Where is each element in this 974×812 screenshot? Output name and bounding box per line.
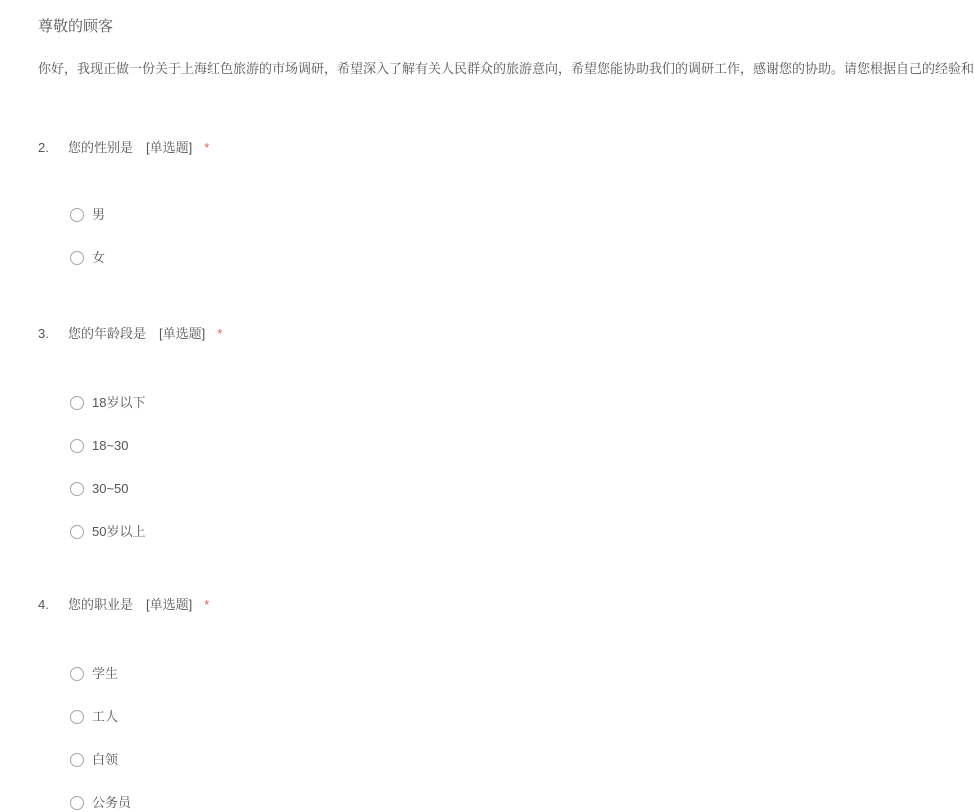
option-label[interactable]: 白领 [92, 752, 119, 767]
question-4-options [70, 665, 900, 812]
option-row[interactable] [70, 480, 900, 498]
option-label[interactable]: 男 [92, 207, 106, 222]
radio-button-icon[interactable] [70, 710, 84, 724]
radio-button-icon[interactable] [70, 251, 84, 265]
question-2 [38, 139, 900, 267]
option-label[interactable]: 公务员 [92, 795, 132, 810]
radio-button-icon[interactable] [70, 667, 84, 681]
radio-button-icon[interactable] [70, 482, 84, 496]
question-2-options [70, 206, 900, 267]
question-number: 4. [38, 597, 49, 612]
question-2-header [38, 139, 900, 157]
option-row[interactable] [70, 665, 900, 683]
question-type-tag: [单选题] [146, 140, 193, 155]
radio-button-icon[interactable] [70, 396, 84, 410]
question-text: 您的职业是 [68, 597, 134, 612]
option-row[interactable] [70, 206, 900, 224]
survey-intro-text: 你好，我现正做一份关于上海红色旅游的市场调研，希望深入了解有关人民群众的旅游意向，希望您能协助我们的调研工作，感谢您的协助。请您根据自己的经验和 [38, 61, 974, 76]
option-label[interactable]: 30~50 [92, 481, 129, 496]
option-row[interactable] [70, 523, 900, 541]
question-type-tag: [单选题] [146, 597, 193, 612]
question-3-header [38, 325, 900, 343]
question-4 [38, 596, 900, 812]
option-label[interactable]: 18岁以下 [92, 395, 146, 410]
page-title: 尊敬的顾客 [38, 18, 114, 35]
option-row[interactable] [70, 437, 900, 455]
radio-button-icon[interactable] [70, 208, 84, 222]
question-4-header [38, 596, 900, 614]
question-type-tag: [单选题] [159, 326, 206, 341]
option-label[interactable]: 女 [92, 250, 106, 265]
question-text: 您的性别是 [68, 140, 134, 155]
option-label[interactable]: 18~30 [92, 438, 129, 453]
required-asterisk: * [204, 597, 210, 612]
option-row[interactable] [70, 794, 900, 812]
option-row[interactable] [70, 751, 900, 769]
option-row[interactable] [70, 708, 900, 726]
radio-button-icon[interactable] [70, 753, 84, 767]
question-text: 您的年龄段是 [68, 326, 147, 341]
radio-button-icon[interactable] [70, 439, 84, 453]
option-row[interactable] [70, 249, 900, 267]
question-number: 2. [38, 140, 49, 155]
option-row[interactable] [70, 394, 900, 412]
question-number: 3. [38, 326, 49, 341]
question-3-options [70, 394, 900, 541]
radio-button-icon[interactable] [70, 525, 84, 539]
question-3 [38, 325, 900, 541]
option-label[interactable]: 工人 [92, 709, 119, 724]
required-asterisk: * [217, 326, 223, 341]
option-label[interactable]: 学生 [92, 666, 119, 681]
option-label[interactable]: 50岁以上 [92, 524, 146, 539]
required-asterisk: * [204, 140, 210, 155]
radio-button-icon[interactable] [70, 796, 84, 810]
